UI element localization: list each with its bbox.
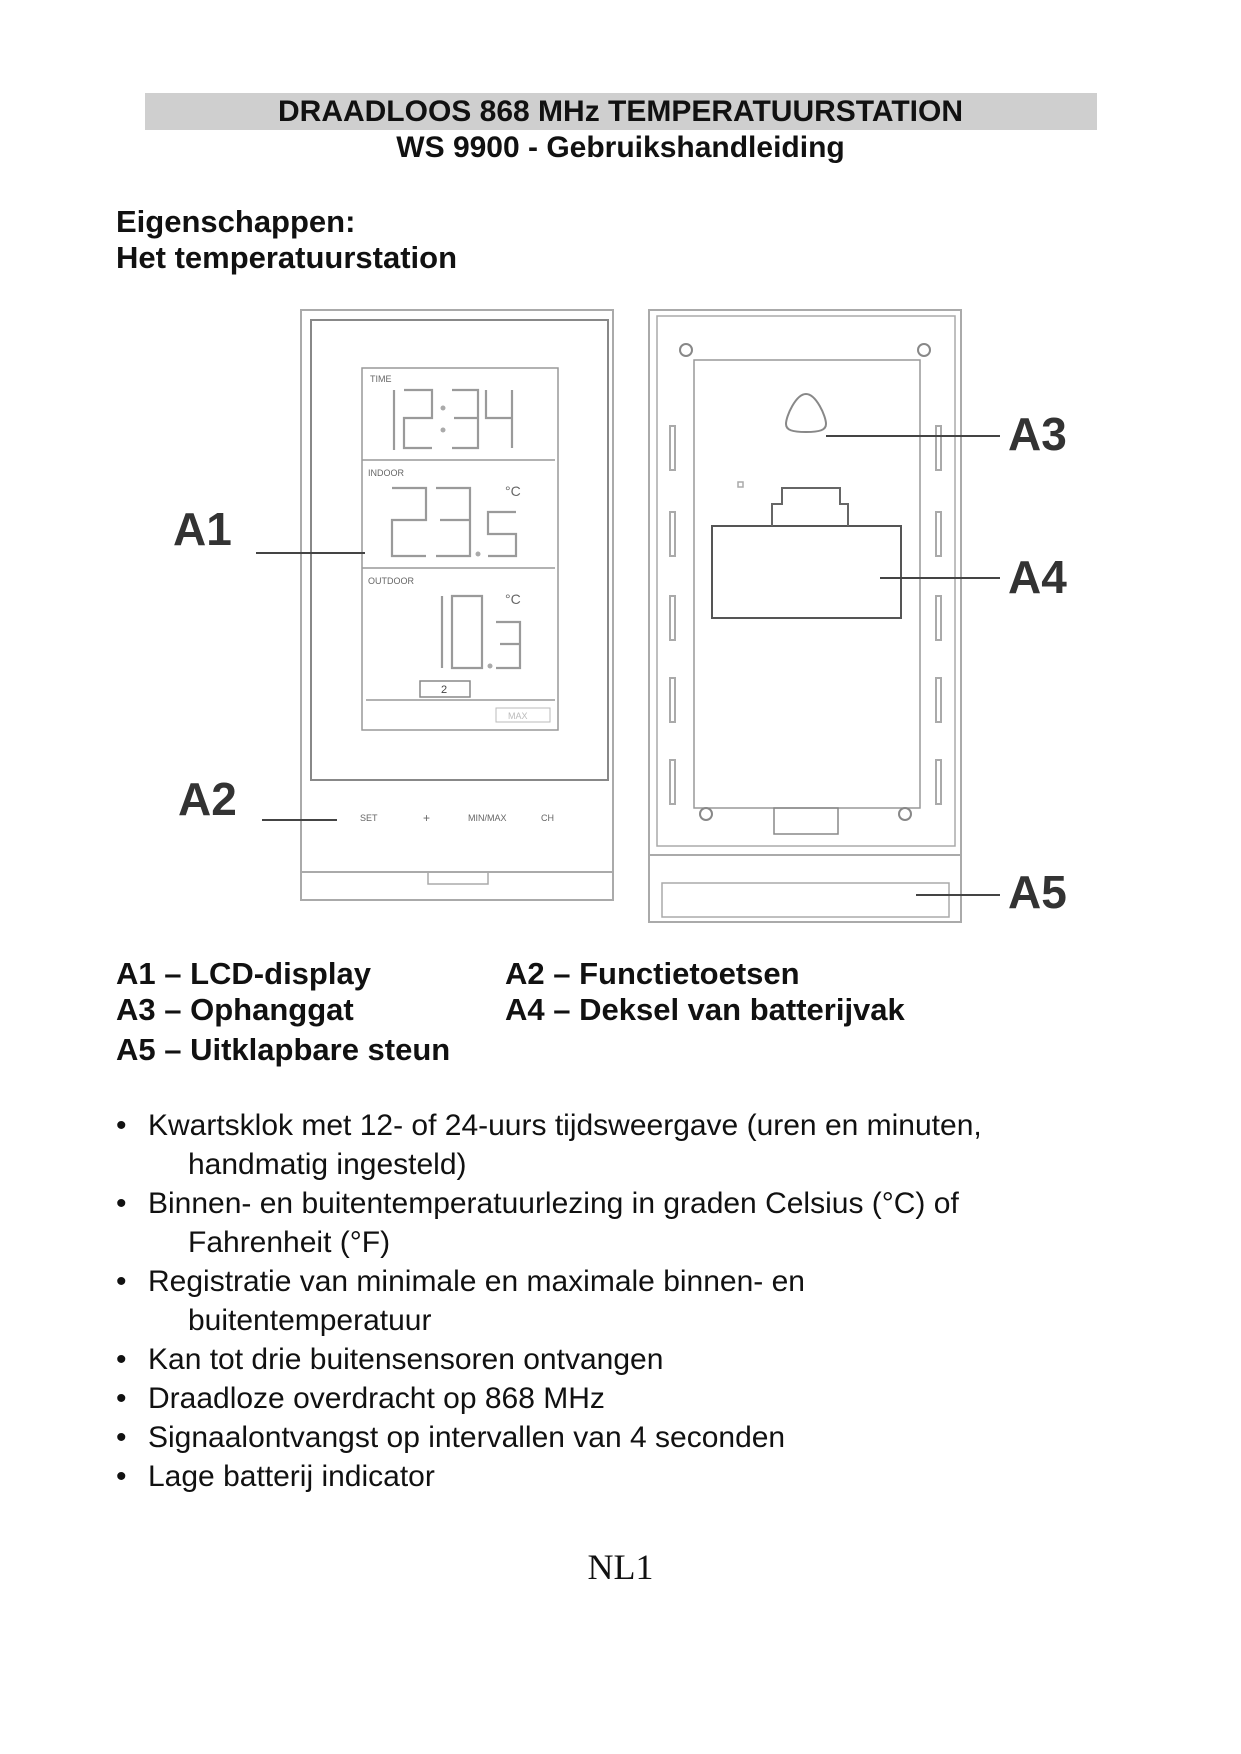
lcd-channel-number: 2 [441,684,448,696]
legend-a3: A3 – Ophanggat [116,992,354,1027]
lcd-max-label: MAX [508,711,528,721]
callout-a1: A1 [173,503,232,555]
list-item [116,1184,1136,1262]
callout-a5: A5 [1008,866,1067,918]
list-item [116,1340,1136,1379]
lcd-outdoor-digits [442,591,521,669]
station-illustration [0,300,1241,940]
feature-text: Binnen- en buitentemperatuurlezing in graden Celsius (°C) of [148,1187,959,1220]
legend-a2: A2 – Functietoetsen [505,956,800,991]
section-heading: Eigenschappen: [116,204,356,239]
legend-a5: A5 – Uitklapbare steun [116,1032,451,1067]
feature-text: Kwartsklok met 12- of 24-uurs tijdsweergave (uren en minuten, [148,1109,982,1142]
ch-button-label: CH [541,813,554,823]
bullet-icon: • [116,1382,127,1415]
back-view [649,310,961,922]
list-item [116,1418,1136,1457]
hanging-hole [786,394,826,432]
front-view [301,310,613,900]
lcd-outdoor-unit: °C [505,591,521,607]
bullet-icon: • [116,1421,127,1454]
lcd-outdoor-label: OUTDOOR [368,576,414,586]
battery-cover [712,526,901,618]
section-subheading: Het temperatuurstation [116,240,458,275]
callout-a3: A3 [1008,408,1067,460]
list-item [116,1262,1136,1340]
list-item [116,1379,1136,1418]
list-item [116,1457,1136,1496]
feature-text: Lage batterij indicator [148,1460,435,1493]
set-button-label: SET [360,813,378,823]
feature-text-continued: handmatig ingesteld) [188,1148,467,1181]
feature-text-continued: Fahrenheit (°F) [188,1226,391,1259]
legend-a4: A4 – Deksel van batterijvak [505,992,905,1027]
bullet-icon: • [116,1109,127,1142]
lcd-time-label: TIME [370,374,392,384]
feature-text: Kan tot drie buitensensoren ontvangen [148,1343,664,1376]
bullet-icon: • [116,1343,127,1376]
feature-list [116,1106,1136,1496]
document-title: DRAADLOOS 868 MHz TEMPERATUURSTATION [277,95,964,128]
plus-button-label: + [423,811,431,825]
lcd-indoor-unit: °C [505,483,521,499]
callout-a2: A2 [178,773,237,825]
bullet-icon: • [116,1265,127,1298]
bullet-icon: • [116,1460,127,1493]
feature-text: Draadloze overdracht op 868 MHz [148,1382,605,1415]
minmax-button-label: MIN/MAX [468,813,507,823]
legend-a1: A1 – LCD-display [116,956,371,991]
lcd-indoor-label: INDOOR [368,468,404,478]
callout-a4: A4 [1008,551,1067,603]
feature-text: Registratie van minimale en maximale binnen- en [148,1265,805,1298]
feature-text: Signaalontvangst op intervallen van 4 seconden [148,1421,786,1454]
lcd-indoor-digits [392,483,521,557]
document-subtitle: WS 9900 - Gebruikshandleiding [396,131,845,164]
page-number: NL1 [587,1547,654,1587]
bullet-icon: • [116,1187,127,1220]
lcd-time-digits [394,390,512,450]
feature-text-continued: buitentemperatuur [188,1304,432,1337]
callouts [173,408,1067,918]
list-item [116,1106,1136,1184]
